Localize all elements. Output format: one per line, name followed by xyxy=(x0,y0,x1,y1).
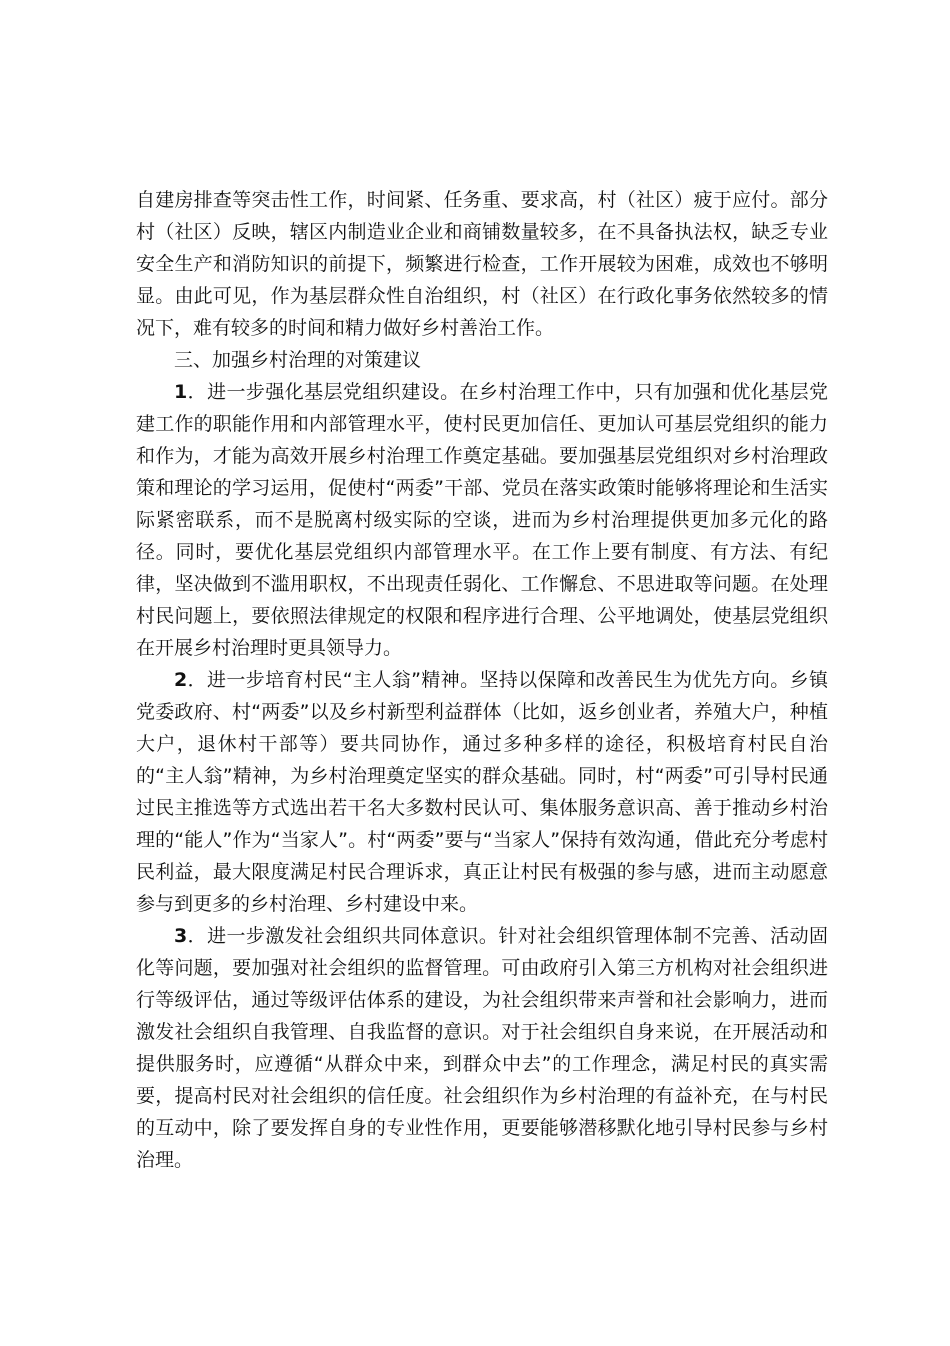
item-text: ．进一步激发社会组织共同体意识。针对社会组织管理体制不完善、活动固化等问题，要加强对社会组织的监督管理。可由政府引入第三方机构对社会组织进行等级评估，通过等级评估体系的建设，为社会组织带来声誉和社会影响力，进而激发社会组织自我管理、自我监督的意识。对于社会组织自身来说，在开展活动和提供服务时，应遵循“从群众中来，到群众中去”的工作理念，满足村民的真实需要，提高村民对社会组织的信任度。社会组织作为乡村治理的有益补充，在与村民的互动中，除了要发挥自身的专业性作用，更要能够潜移默化地引导村民参与乡村治理。 xyxy=(136,925,828,1171)
item-number: 3 xyxy=(174,925,188,947)
item-number: 1 xyxy=(174,381,188,403)
section-heading: 三、加强乡村治理的对策建议 xyxy=(174,349,422,371)
item-text: ．进一步强化基层党组织建设。在乡村治理工作中，只有加强和优化基层党建工作的职能作用和内部管理水平，使村民更加信任、更加认可基层党组织的能力和作为，才能为高效开展乡村治理工作奠定基础。要加强基层党组织对乡村治理政策和理论的学习运用，促使村“两委”干部、党员在落实政策时能够将理论和生活实际紧密联系，而不是脱离村级实际的空谈，进而为乡村治理提供更加多元化的路径。同时，要优化基层党组织内部管理水平。在工作上要有制度、有方法、有纪律，坚决做到不滥用职权，不出现责任弱化、工作懈怠、不思进取等问题。在处理村民问题上，要依照法律规定的权限和程序进行合理、公平地调处，使基层党组织在开展乡村治理时更具领导力。 xyxy=(136,381,828,659)
item-text: ．进一步培育村民“主人翁”精神。坚持以保障和改善民生为优先方向。乡镇党委政府、村“两委”以及乡村新型利益群体（比如，返乡创业者，养殖大户，种植大户，退休村干部等）要共同协作，通过多种多样的途径，积极培育村民自治的“主人翁”精神，为乡村治理奠定坚实的群众基础。同时，村“两委”可引导村民通过民主推选等方式选出若干名大多数村民认可、集体服务意识高、善于推动乡村治理的“能人”作为“当家人”。村“两委”要与“当家人”保持有效沟通，借此充分考虑村民利益，最大限度满足村民合理诉求，真正让村民有极强的参与感，进而主动愿意参与到更多的乡村治理、乡村建设中来。 xyxy=(136,669,828,915)
document-body xyxy=(136,184,828,1176)
list-item-3 xyxy=(136,920,828,1176)
list-item-1 xyxy=(136,376,828,664)
item-number: 2 xyxy=(174,669,188,691)
list-item-2 xyxy=(136,664,828,920)
paragraph-continued: 自建房排查等突击性工作，时间紧、任务重、要求高，村（社区）疲于应付。部分村（社区）反映，辖区内制造业企业和商铺数量较多，在不具备执法权，缺乏专业安全生产和消防知识的前提下，频繁进行检查，工作开展较为困难，成效也不够明显。由此可见，作为基层群众性自治组织，村（社区）在行政化事务依然较多的情况下，难有较多的时间和精力做好乡村善治工作。 xyxy=(136,189,828,339)
